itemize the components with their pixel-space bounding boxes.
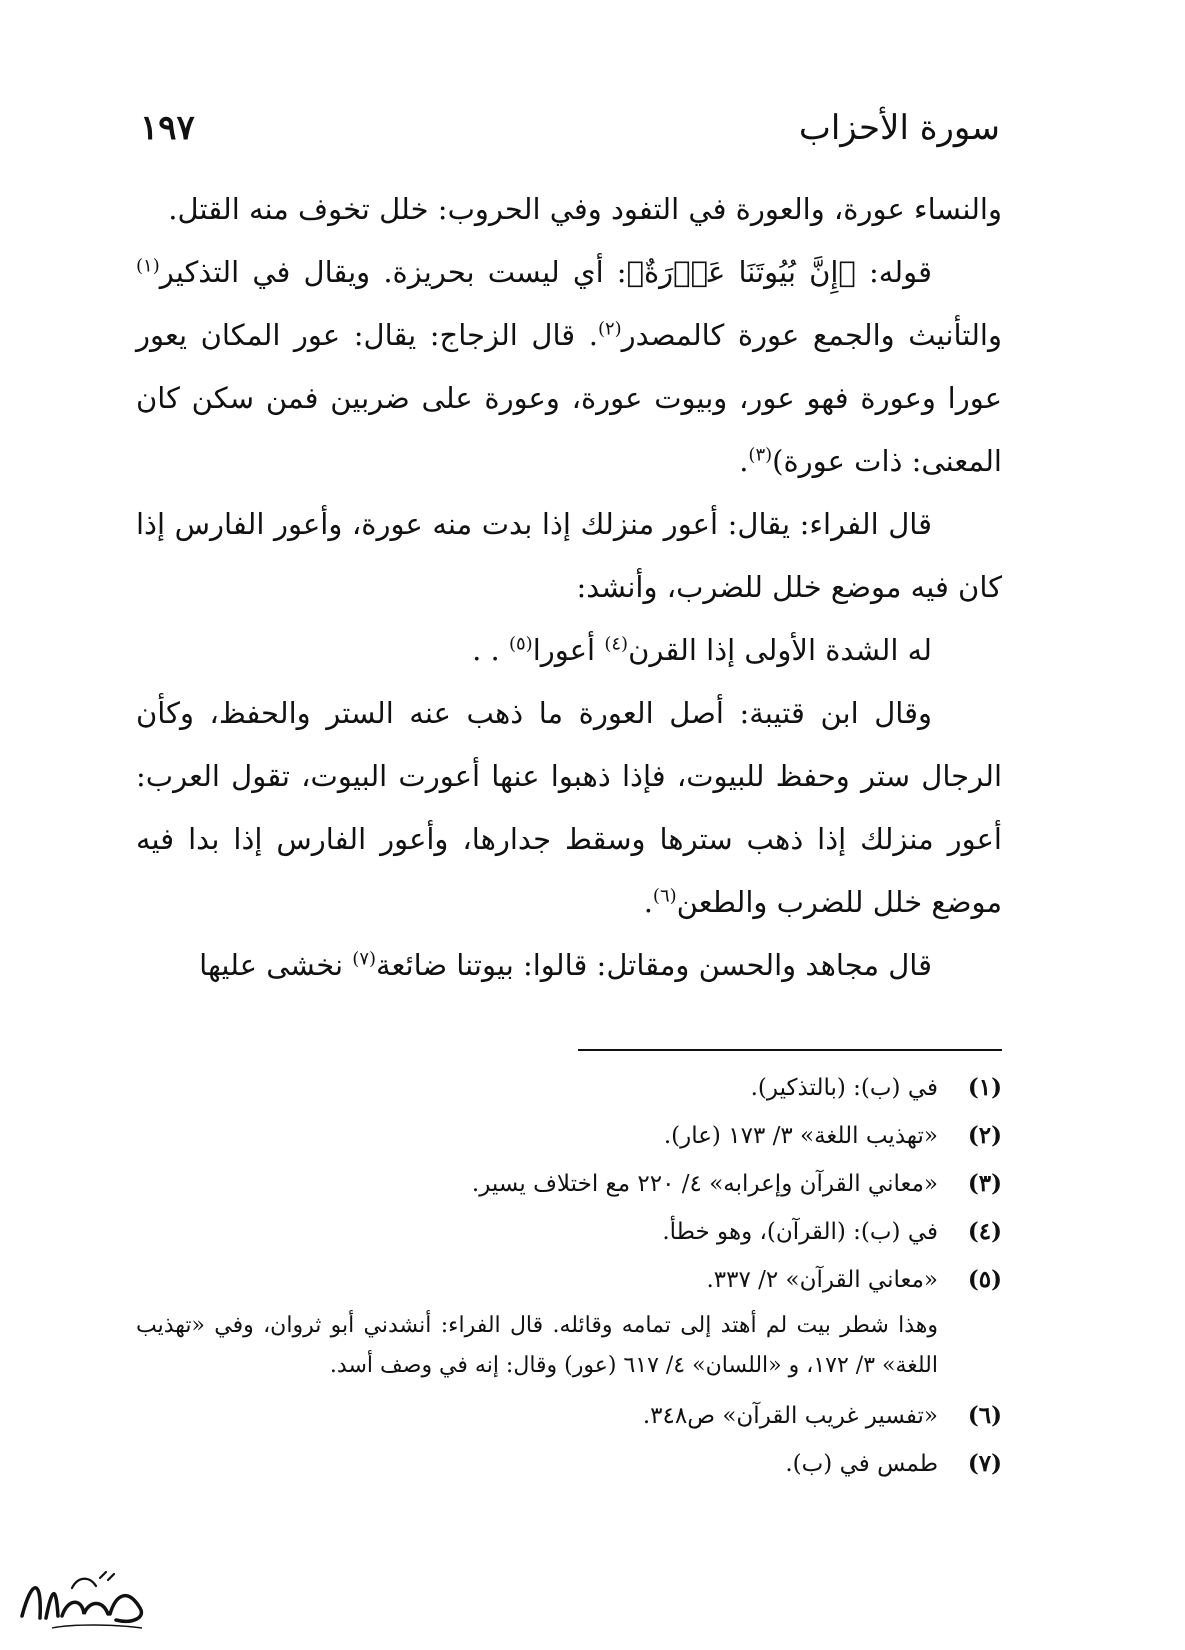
- footnote-number: (٦): [967, 1402, 1002, 1429]
- paragraph-2: قوله: ﴿إِنَّ بُيُوتَنَا عَوۡرَةٌ﴾: أي ليست بحريزة. ويقال في التذكير$^{(١)}$ والتأنيث والجمع عورة كالمصدر$^{(٢)}$. قال الزجاج: يقال: عور المكان يعور عورا وعورة فهو عور، وبيوت عورة، وعورة على ضربين فمن سكن كان المعنى: ذات عورة)$^{(٣)}$.: [136, 255, 1002, 478]
- footnote-number: (٧): [967, 1450, 1002, 1477]
- surah-name: سورة الأحزاب: [798, 108, 1000, 148]
- footnote-text: «تهذيب اللغة» ٣/ ١٧٣ (عار).: [663, 1123, 938, 1149]
- footnote-number: (١): [967, 1074, 1002, 1101]
- footnotes: [136, 1064, 1002, 1488]
- footnote-item: [136, 1440, 1002, 1488]
- footnote-number: (٢): [967, 1122, 1002, 1149]
- main-text: [136, 178, 1002, 997]
- footnote-text: في (ب): (القرآن)، وهو خطأ.: [662, 1219, 938, 1245]
- footnote-item: [136, 1392, 1002, 1440]
- footnote-ref-5[interactable]: (٥): [508, 633, 533, 655]
- footnote-item: [136, 1256, 1002, 1304]
- footnote-ref-3[interactable]: (٣): [748, 444, 773, 466]
- footnote-item: [136, 1112, 1002, 1160]
- page-header: [140, 108, 1000, 158]
- poetry-verse: له الشدة الأولى إذا القرن$^{(٤)}$ أعورا$^{(٥)}$ . .: [472, 633, 932, 667]
- footnote-item: [136, 1208, 1002, 1256]
- paragraph-4: وقال ابن قتيبة: أصل العورة ما ذهب عنه الستر والحفظ، وكأن الرجال ستر وحفظ للبيوت، فإذا ذهبوا عنها أعورت البيوت، تقول العرب: أعور منزلك إذا ذهب سترها وسقط جدارها، وأعور الفارس إذا بدا فيه موضع خلل للضرب والطعن$^{(٦)}$.: [136, 696, 1002, 919]
- footnote-number: (٤): [967, 1218, 1002, 1245]
- footnote-text: طمس في (ب).: [785, 1451, 938, 1477]
- footnote-ref-2[interactable]: (٢): [597, 318, 622, 340]
- footnote-text: في (ب): (بالتذكير).: [750, 1075, 938, 1101]
- footnote-ref-1[interactable]: (١): [136, 255, 160, 277]
- paragraph-5: قال مجاهد والحسن ومقاتل: قالوا: بيوتنا ضائعة$^{(٧)}$ نخشى عليها: [199, 948, 932, 982]
- footnote-divider: [578, 1049, 1002, 1051]
- footnote-number: (٣): [967, 1170, 1002, 1197]
- page-number: ١٩٧: [140, 108, 195, 148]
- paragraph-3: قال الفراء: يقال: أعور منزلك إذا بدت منه عورة، وأعور الفارس إذا كان فيه موضع خلل للضرب، وأنشد:: [136, 507, 1002, 604]
- footnote-text: «معاني القرآن وإعرابه» ٤/ ٢٢٠ مع اختلاف يسير.: [471, 1171, 938, 1197]
- footnote-item: [136, 1160, 1002, 1208]
- footnote-5-note: وهذا شطر بيت لم أهتد إلى تمامه وقائله. قال الفراء: أنشدني أبو ثروان، وفي «تهذيب اللغة» ٣/ ١٧٢، و «اللسان» ٤/ ٦١٧ (عور) وقال: إنه في وصف أسد.: [136, 1313, 938, 1378]
- footnote-text: «تفسير غريب القرآن» ص٣٤٨.: [642, 1403, 938, 1429]
- footnote-item: [136, 1064, 1002, 1112]
- footnote-text: «معاني القرآن» ٢/ ٣٣٧.: [706, 1267, 938, 1293]
- footnote-ref-7[interactable]: (٧): [352, 948, 377, 970]
- footnote-ref-6[interactable]: (٦): [652, 885, 677, 907]
- calligraphy-logo-svg: [12, 1558, 162, 1638]
- footnote-number: (٥): [967, 1266, 1002, 1293]
- calligraphy-logo-icon: [12, 1558, 162, 1638]
- paragraph-1: والنساء عورة، والعورة في التفود وفي الحروب: خلل تخوف منه القتل.: [168, 192, 1002, 226]
- footnote-ref-4[interactable]: (٤): [604, 633, 629, 655]
